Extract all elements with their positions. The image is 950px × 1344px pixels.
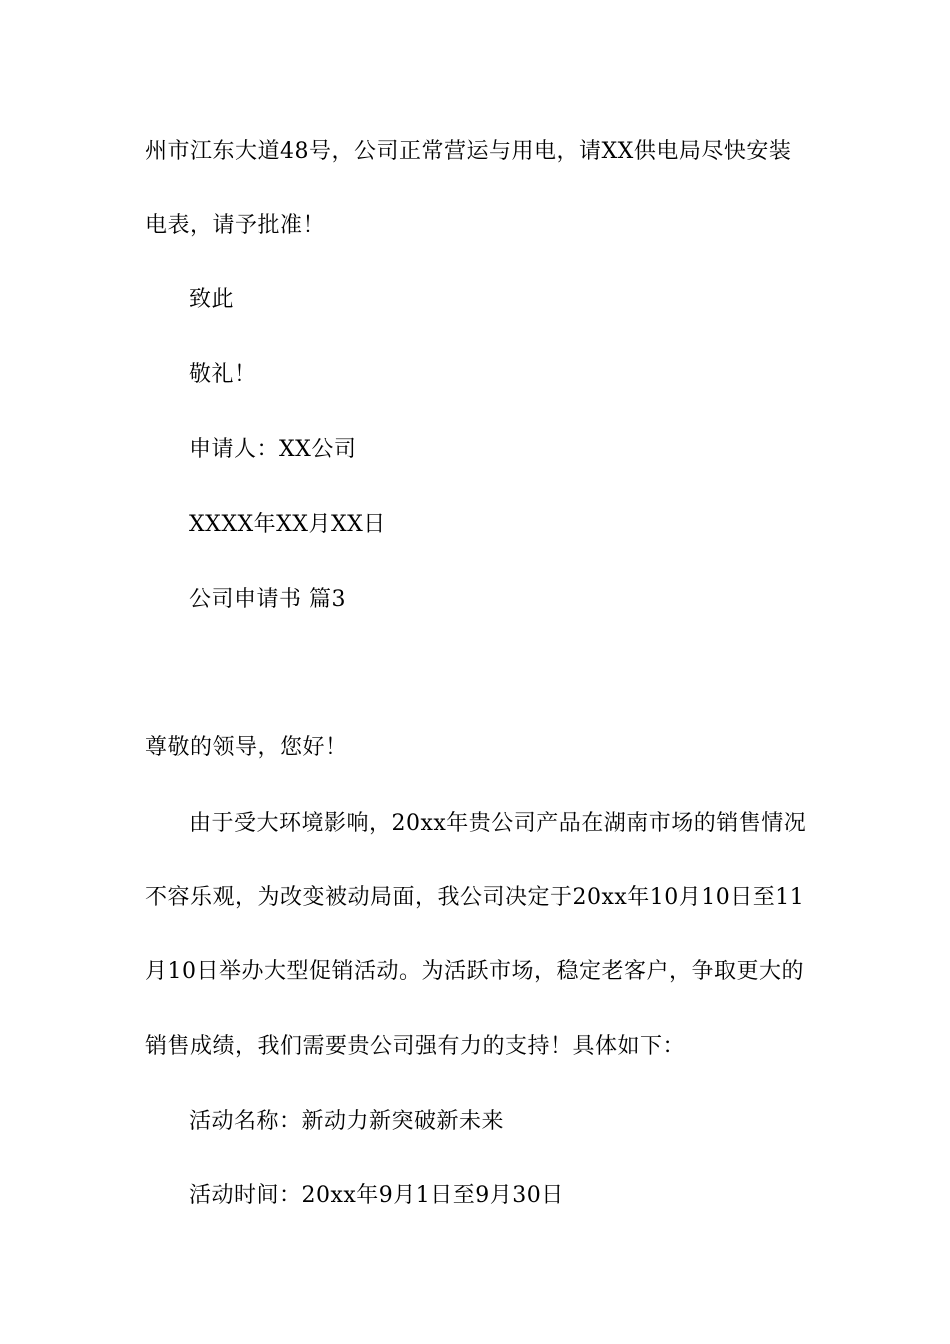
activity-name-line: 活动名称：新动力新突破新未来: [189, 1109, 505, 1134]
paragraph-line: 不容乐观，为改变被动局面，我公司决定于20xx年10月10日至11: [145, 885, 805, 910]
applicant-line: 申请人：XX公司: [189, 437, 357, 462]
section-heading: 公司申请书 篇3: [189, 587, 346, 612]
activity-time-line: 活动时间：20xx年9月1日至9月30日: [189, 1183, 564, 1208]
paragraph-line: 电表，请予批准！: [145, 213, 326, 238]
greeting-line: 尊敬的领导，您好！: [145, 735, 348, 760]
paragraph-line: 由于受大环境影响，20xx年贵公司产品在湖南市场的销售情况: [189, 811, 807, 836]
paragraph-line: 州市江东大道48号，公司正常营运与用电，请XX供电局尽快安装: [145, 139, 792, 164]
paragraph-line: 销售成绩，我们需要贵公司强有力的支持！具体如下：: [145, 1034, 686, 1059]
closing-salutation: 敬礼！: [189, 362, 257, 387]
date-line: XXXX年XX月XX日: [189, 512, 386, 537]
closing-phrase: 致此: [189, 287, 235, 312]
paragraph-line: 月10日举办大型促销活动。为活跃市场，稳定老客户，争取更大的: [145, 959, 804, 984]
